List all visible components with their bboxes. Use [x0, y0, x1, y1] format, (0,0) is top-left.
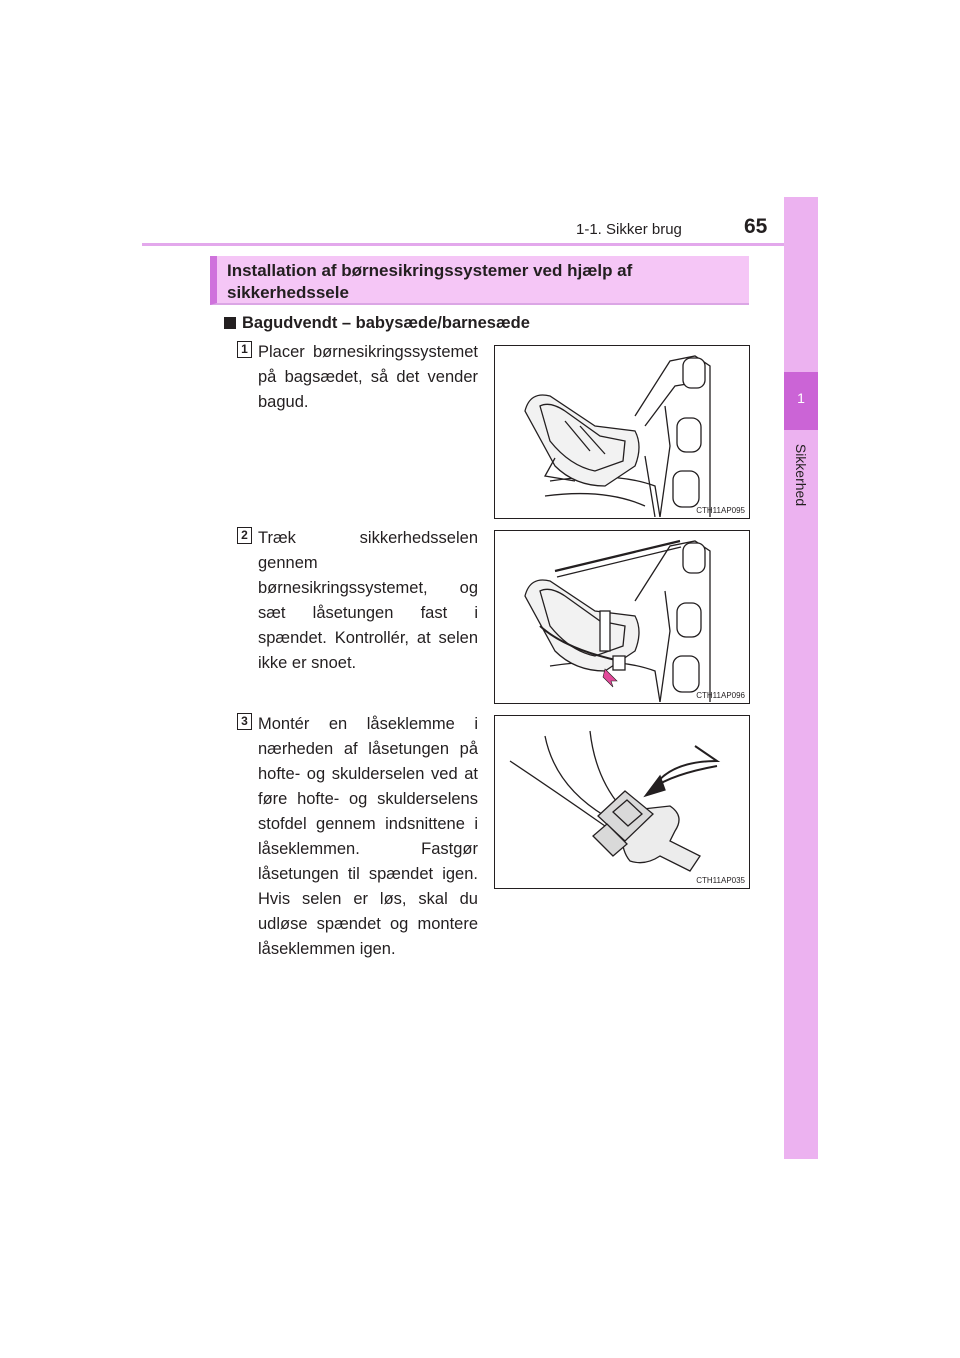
figure-code: CTH11AP035	[696, 876, 745, 885]
sub-heading-text: Bagudvendt – babysæde/barnesæde	[242, 314, 530, 332]
chapter-number: 1	[797, 390, 805, 406]
step-text: Træk sikkerhedsselen gennem børnesikringssystemet, og sæt låsetungen fast i spændet. Kontrollér, at selen ikke er snoet.	[258, 529, 478, 672]
step-number: 1	[237, 341, 252, 358]
chapter-label-wrap	[788, 440, 814, 510]
step-text: Montér en låseklemme i nærheden af låsetungen på hofte- og skulderselen ved at føre hofte- og skulderselens stofdel gennem indsnittene i låseklemmen. Fastgør låsetungen til spændet igen. Hvis selen er løs, skal du udløse spændet og montere låseklemmen igen.	[258, 715, 478, 958]
section-title: 1-1. Sikker brug	[576, 221, 682, 238]
belt-routing-illustration	[495, 531, 748, 702]
page-number: 65	[744, 215, 768, 238]
figure-code: CTH11AP095	[696, 506, 745, 515]
figure-belt-routing	[494, 530, 750, 704]
step-text: Placer børnesikringssystemet på bagsædet, så det vender bagud.	[258, 343, 478, 411]
section-title-box	[210, 256, 749, 305]
section-heading: Installation af børnesikringssystemer ved hjælp af sikkerhedssele	[227, 261, 633, 302]
square-bullet-icon	[224, 317, 236, 329]
chapter-label: Sikkerhed	[793, 443, 809, 507]
step-number: 3	[237, 713, 252, 730]
figure-code: CTH11AP096	[696, 691, 745, 700]
figure-child-seat-placement	[494, 345, 750, 519]
child-seat-illustration	[495, 346, 748, 517]
step-number: 2	[237, 527, 252, 544]
pink-arrow-icon	[603, 669, 617, 687]
header-rule	[142, 243, 818, 246]
chapter-side-tab	[784, 197, 818, 1159]
figure-locking-clip	[494, 715, 750, 889]
locking-clip-illustration	[495, 716, 748, 887]
sub-heading	[224, 314, 530, 333]
